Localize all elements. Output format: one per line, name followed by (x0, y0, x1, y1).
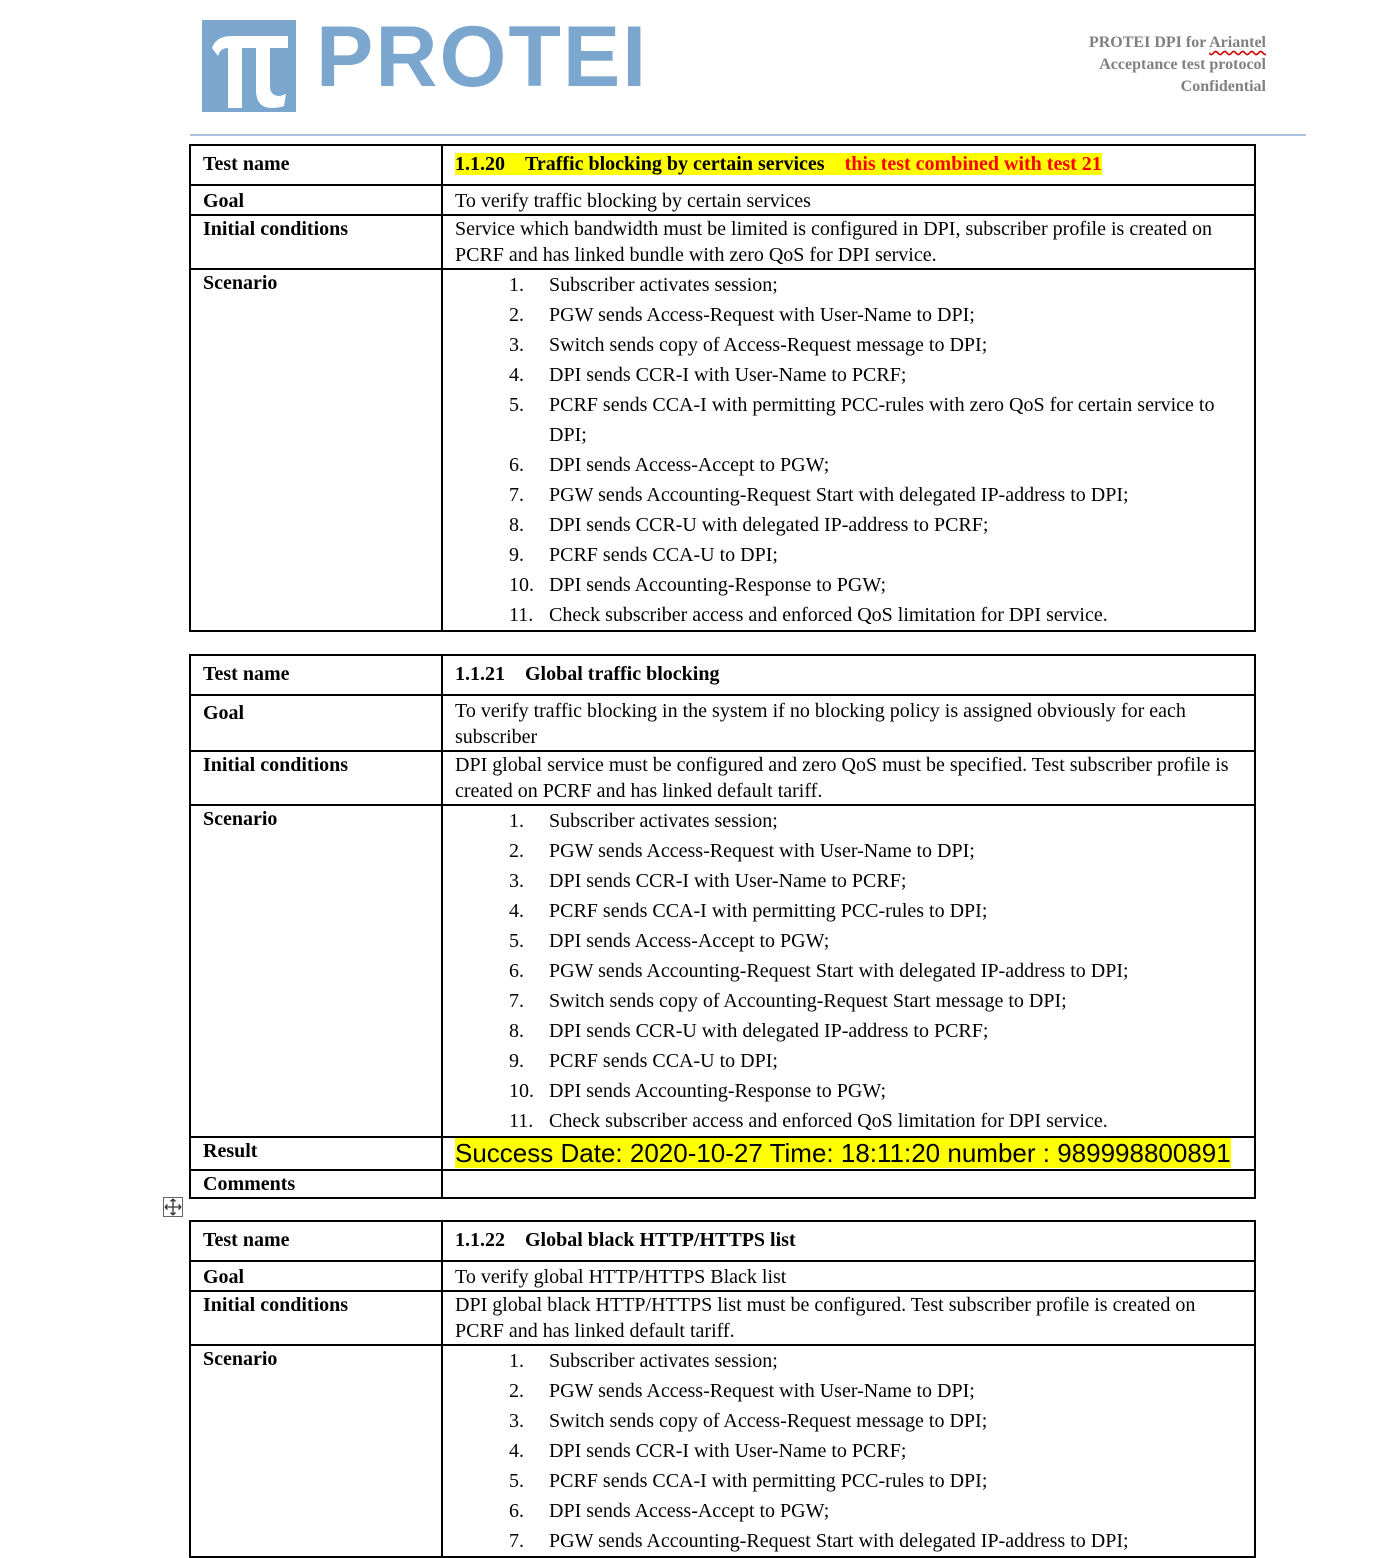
scenario-step (509, 330, 1242, 360)
scenario-steps (455, 1346, 1242, 1556)
step-number: 9. (509, 1050, 524, 1072)
step-number: 8. (509, 514, 524, 536)
step-number: 3. (509, 1410, 524, 1432)
test-name-value (442, 145, 1255, 185)
scenario-step (509, 1466, 1242, 1496)
document-header (1089, 32, 1266, 98)
step-text: PGW sends Access-Request with User-Name to DPI; (549, 840, 975, 862)
scenario-step (509, 1376, 1242, 1406)
scenario-value (442, 805, 1255, 1137)
result-value (442, 1137, 1255, 1170)
step-number: 6. (509, 960, 524, 982)
test-name-label: Test name (190, 655, 442, 695)
step-text: DPI sends Accounting-Response to PGW; (549, 1080, 887, 1102)
step-number: 4. (509, 1440, 524, 1462)
step-number: 2. (509, 304, 524, 326)
goal-value: To verify traffic blocking by certain services (442, 185, 1255, 215)
step-number: 4. (509, 900, 524, 922)
step-number: 11. (509, 604, 534, 626)
comments-value (442, 1170, 1255, 1198)
result-highlight: Success Date: 2020-10-27 Time: 18:11:20 number : 989998800891 (455, 1138, 1231, 1168)
protei-logo-mark (202, 20, 296, 112)
step-number: 5. (509, 394, 524, 416)
scenario-step (509, 300, 1242, 330)
step-text: Check subscriber access and enforced QoS limitation for DPI service. (549, 604, 1108, 626)
header-divider (190, 134, 1306, 136)
step-text: PGW sends Access-Request with User-Name to DPI; (549, 304, 975, 326)
scenario-step (509, 270, 1242, 300)
scenario-step (509, 390, 1242, 450)
step-number: 6. (509, 454, 524, 476)
scenario-steps (455, 806, 1242, 1136)
test-number: 1.1.20 (455, 153, 505, 175)
test-number: 1.1.22 (455, 1229, 505, 1251)
step-text: PGW sends Accounting-Request Start with delegated IP-address to DPI; (549, 484, 1129, 506)
initial-conditions-label: Initial conditions (190, 751, 442, 805)
step-text: DPI sends Access-Accept to PGW; (549, 1500, 830, 1522)
scenario-step (509, 1346, 1242, 1376)
test-note: this test combined with test 21 (844, 153, 1102, 175)
goal-value: To verify traffic blocking in the system if no blocking policy is assigned obviously for each subscriber (442, 695, 1255, 751)
step-number: 8. (509, 1020, 524, 1042)
test-name-label: Test name (190, 1221, 442, 1261)
initial-conditions-value: DPI global black HTTP/HTTPS list must be configured. Test subscriber profile is created on PCRF and has linked default tariff. (442, 1291, 1255, 1345)
scenario-step (509, 1406, 1242, 1436)
step-number: 11. (509, 1110, 534, 1132)
test-name-label: Test name (190, 145, 442, 185)
scenario-step (509, 1046, 1242, 1076)
step-text: Switch sends copy of Accounting-Request Start message to DPI; (549, 990, 1067, 1012)
scenario-value (442, 1345, 1255, 1557)
step-text: PCRF sends CCA-I with permitting PCC-rules with zero QoS for certain service to DPI; (549, 394, 1215, 446)
scenario-step (509, 570, 1242, 600)
step-text: Subscriber activates session; (549, 274, 778, 296)
initial-conditions-label: Initial conditions (190, 1291, 442, 1345)
header-line-product: PROTEI DPI for Ariantel (1088, 34, 1266, 51)
protei-logo-text: PROTEI (316, 9, 649, 105)
scenario-step (509, 1076, 1242, 1106)
scenario-value (442, 269, 1255, 631)
scenario-step (509, 600, 1242, 630)
step-text: PCRF sends CCA-I with permitting PCC-rules to DPI; (549, 1470, 988, 1492)
step-text: Subscriber activates session; (549, 1350, 778, 1372)
scenario-step (509, 540, 1242, 570)
test-name-value (442, 655, 1255, 695)
step-number: 3. (509, 334, 524, 356)
step-number: 6. (509, 1500, 524, 1522)
step-text: DPI sends Access-Accept to PGW; (549, 930, 830, 952)
step-number: 9. (509, 544, 524, 566)
step-number: 10. (509, 574, 534, 596)
step-number: 4. (509, 364, 524, 386)
step-number: 10. (509, 1080, 534, 1102)
step-text: DPI sends Accounting-Response to PGW; (549, 574, 887, 596)
scenario-label: Scenario (190, 1345, 442, 1557)
pi-icon (202, 20, 296, 112)
step-number: 2. (509, 1380, 524, 1402)
scenario-step (509, 480, 1242, 510)
scenario-step (509, 1496, 1242, 1526)
goal-value: To verify global HTTP/HTTPS Black list (442, 1261, 1255, 1291)
table-move-handle-icon[interactable] (163, 1197, 183, 1217)
test-title-highlight (455, 153, 1102, 175)
initial-conditions-label: Initial conditions (190, 215, 442, 269)
scenario-step (509, 1526, 1242, 1556)
goal-label: Goal (190, 695, 442, 751)
step-text: DPI sends CCR-I with User-Name to PCRF; (549, 1440, 907, 1462)
scenario-step (509, 926, 1242, 956)
step-number: 2. (509, 840, 524, 862)
scenario-step (509, 866, 1242, 896)
test-title: Global black HTTP/HTTPS list (525, 1229, 796, 1251)
scenario-step (509, 956, 1242, 986)
move-arrows-icon (164, 1198, 182, 1216)
scenario-step (509, 986, 1242, 1016)
step-text: DPI sends Access-Accept to PGW; (549, 454, 830, 476)
step-number: 1. (509, 274, 524, 296)
step-number: 3. (509, 870, 524, 892)
scenario-step (509, 1436, 1242, 1466)
step-text: Switch sends copy of Access-Request message to DPI; (549, 334, 988, 356)
step-text: Check subscriber access and enforced QoS limitation for DPI service. (549, 1110, 1108, 1132)
step-number: 5. (509, 930, 524, 952)
step-number: 1. (509, 1350, 524, 1372)
step-number: 1. (509, 810, 524, 832)
header-line-protocol: Acceptance test protocol (1099, 56, 1266, 73)
scenario-step (509, 1106, 1242, 1136)
result-label: Result (190, 1137, 442, 1170)
scenario-step (509, 1016, 1242, 1046)
scenario-step (509, 806, 1242, 836)
step-number: 7. (509, 990, 524, 1012)
goal-label: Goal (190, 1261, 442, 1291)
test-table-1-1-22 (189, 1220, 1256, 1558)
comments-label: Comments (190, 1170, 442, 1198)
scenario-step (509, 450, 1242, 480)
step-text: PGW sends Accounting-Request Start with delegated IP-address to DPI; (549, 1530, 1129, 1552)
scenario-steps (455, 270, 1242, 630)
initial-conditions-value: Service which bandwidth must be limited is configured in DPI, subscriber profile is created on PCRF and has linked bundle with zero QoS for DPI service. (442, 215, 1255, 269)
step-text: Switch sends copy of Access-Request message to DPI; (549, 1410, 988, 1432)
step-text: DPI sends CCR-I with User-Name to PCRF; (549, 364, 907, 386)
initial-conditions-value: DPI global service must be configured and zero QoS must be specified. Test subscriber profile is created on PCRF and has linked default tariff. (442, 751, 1255, 805)
step-text: Subscriber activates session; (549, 810, 778, 832)
test-table-1-1-21 (189, 654, 1256, 1199)
step-text: PCRF sends CCA-U to DPI; (549, 544, 778, 566)
step-text: PGW sends Access-Request with User-Name to DPI; (549, 1380, 975, 1402)
step-text: PCRF sends CCA-U to DPI; (549, 1050, 778, 1072)
test-table-1-1-20 (189, 144, 1256, 632)
test-title: Global traffic blocking (525, 663, 720, 685)
scenario-label: Scenario (190, 805, 442, 1137)
step-number: 5. (509, 1470, 524, 1492)
step-text: DPI sends CCR-U with delegated IP-address to PCRF; (549, 514, 989, 536)
step-number: 7. (509, 484, 524, 506)
test-name-value (442, 1221, 1255, 1261)
step-text: DPI sends CCR-U with delegated IP-address to PCRF; (549, 1020, 989, 1042)
step-text: PGW sends Accounting-Request Start with delegated IP-address to DPI; (549, 960, 1129, 982)
test-title: Traffic blocking by certain services (525, 153, 825, 175)
step-text: DPI sends CCR-I with User-Name to PCRF; (549, 870, 907, 892)
client-name: Ariantel (1209, 34, 1266, 51)
step-text: PCRF sends CCA-I with permitting PCC-rules to DPI; (549, 900, 988, 922)
step-number: 7. (509, 1530, 524, 1552)
goal-label: Goal (190, 185, 442, 215)
header-line-confidential: Confidential (1180, 78, 1266, 95)
scenario-step (509, 360, 1242, 390)
scenario-step (509, 896, 1242, 926)
test-number: 1.1.21 (455, 663, 505, 685)
scenario-step (509, 510, 1242, 540)
scenario-label: Scenario (190, 269, 442, 631)
scenario-step (509, 836, 1242, 866)
